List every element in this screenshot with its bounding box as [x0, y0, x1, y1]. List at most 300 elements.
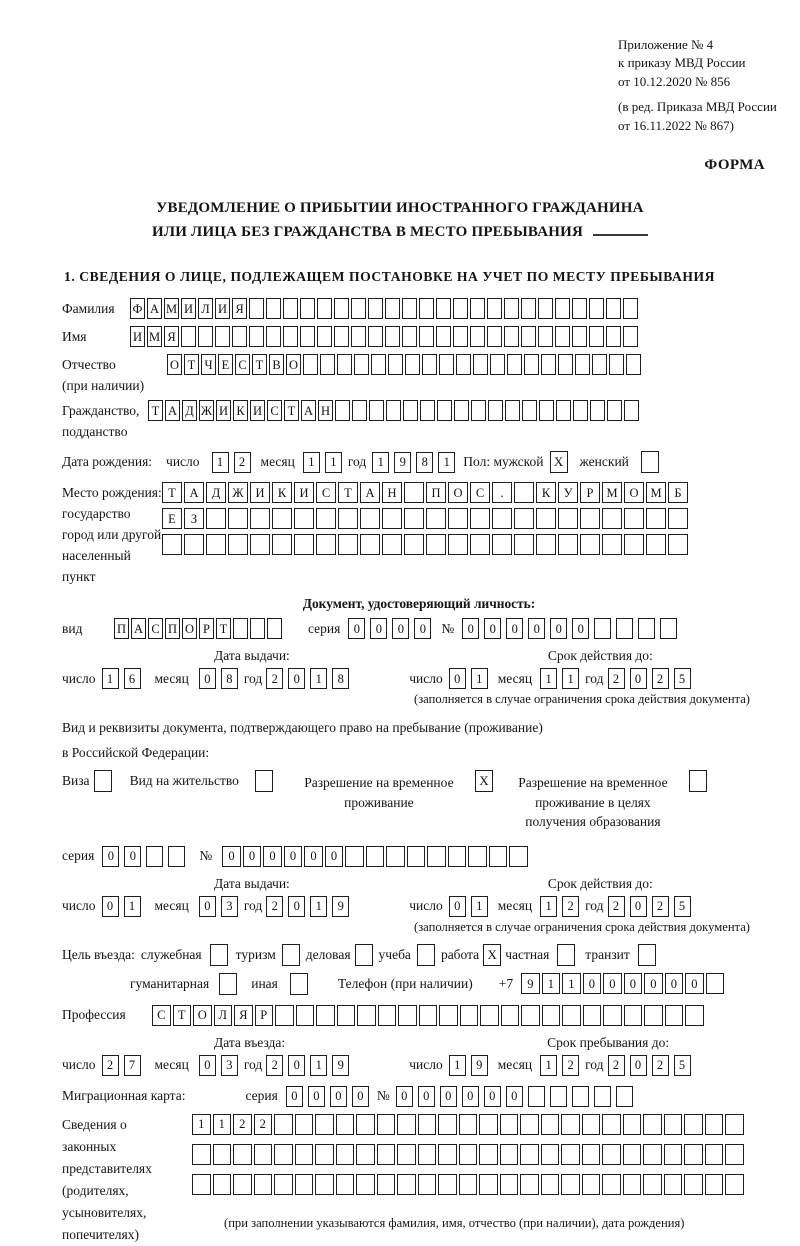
- char-box[interactable]: С: [470, 482, 490, 503]
- char-box[interactable]: [616, 1086, 633, 1107]
- char-box[interactable]: [368, 326, 383, 347]
- char-box[interactable]: [594, 1086, 611, 1107]
- char-box[interactable]: [337, 1005, 356, 1026]
- char-box[interactable]: [338, 534, 358, 555]
- char-box[interactable]: [541, 1174, 560, 1195]
- char-box[interactable]: А: [147, 298, 162, 319]
- char-box[interactable]: [626, 354, 641, 375]
- char-box[interactable]: [561, 1144, 580, 1165]
- char-box[interactable]: [228, 508, 248, 529]
- char-box[interactable]: [254, 1174, 273, 1195]
- char-box[interactable]: П: [114, 618, 129, 639]
- char-box[interactable]: [580, 534, 600, 555]
- char-box[interactable]: 0: [418, 1086, 435, 1107]
- char-box[interactable]: [582, 1114, 601, 1135]
- char-box[interactable]: [369, 400, 384, 421]
- char-box[interactable]: [254, 1144, 273, 1165]
- char-box[interactable]: [206, 534, 226, 555]
- char-box[interactable]: [646, 534, 666, 555]
- char-box[interactable]: [500, 1174, 519, 1195]
- char-box[interactable]: [550, 1086, 567, 1107]
- char-box[interactable]: [556, 400, 571, 421]
- char-box[interactable]: 1: [212, 452, 229, 473]
- char-box[interactable]: 9: [471, 1055, 488, 1076]
- char-box[interactable]: [536, 508, 556, 529]
- char-box[interactable]: [644, 1005, 663, 1026]
- char-box[interactable]: С: [316, 482, 336, 503]
- char-box[interactable]: 0: [528, 618, 545, 639]
- char-box[interactable]: И: [215, 298, 230, 319]
- char-box[interactable]: [382, 534, 402, 555]
- char-box[interactable]: 2: [234, 452, 251, 473]
- char-box[interactable]: [459, 1114, 478, 1135]
- char-box[interactable]: И: [216, 400, 231, 421]
- char-box[interactable]: [352, 400, 367, 421]
- char-box[interactable]: [492, 508, 512, 529]
- char-box[interactable]: Т: [184, 354, 199, 375]
- residence-permit-checkbox[interactable]: [255, 770, 273, 792]
- char-box[interactable]: [419, 1005, 438, 1026]
- char-box[interactable]: 0: [348, 618, 365, 639]
- char-box[interactable]: [504, 298, 519, 319]
- char-box[interactable]: О: [193, 1005, 212, 1026]
- char-box[interactable]: 9: [394, 452, 411, 473]
- char-box[interactable]: [470, 508, 490, 529]
- char-box[interactable]: В: [269, 354, 284, 375]
- char-box[interactable]: У: [558, 482, 578, 503]
- char-box[interactable]: [592, 354, 607, 375]
- char-box[interactable]: [602, 1114, 621, 1135]
- char-box[interactable]: [660, 618, 677, 639]
- char-box[interactable]: [705, 1174, 724, 1195]
- char-box[interactable]: Д: [206, 482, 226, 503]
- char-box[interactable]: [385, 298, 400, 319]
- char-box[interactable]: О: [448, 482, 468, 503]
- char-box[interactable]: [356, 1174, 375, 1195]
- char-box[interactable]: [607, 400, 622, 421]
- char-box[interactable]: Ч: [201, 354, 216, 375]
- char-box[interactable]: С: [152, 1005, 171, 1026]
- purpose-official-checkbox[interactable]: [210, 944, 228, 966]
- char-box[interactable]: 1: [540, 1055, 557, 1076]
- char-box[interactable]: Я: [234, 1005, 253, 1026]
- char-box[interactable]: [589, 298, 604, 319]
- char-box[interactable]: [334, 326, 349, 347]
- char-box[interactable]: М: [147, 326, 162, 347]
- char-box[interactable]: О: [624, 482, 644, 503]
- char-box[interactable]: [426, 508, 446, 529]
- char-box[interactable]: [520, 1144, 539, 1165]
- char-box[interactable]: 0: [449, 668, 466, 689]
- char-box[interactable]: [336, 1144, 355, 1165]
- char-box[interactable]: 8: [221, 668, 238, 689]
- char-box[interactable]: [317, 326, 332, 347]
- char-box[interactable]: Т: [148, 400, 163, 421]
- char-box[interactable]: 0: [199, 1055, 216, 1076]
- char-box[interactable]: [522, 400, 537, 421]
- char-box[interactable]: 0: [484, 618, 501, 639]
- char-box[interactable]: 2: [562, 896, 579, 917]
- char-box[interactable]: [665, 1005, 684, 1026]
- char-box[interactable]: [456, 354, 471, 375]
- char-box[interactable]: [315, 1114, 334, 1135]
- char-box[interactable]: Я: [232, 298, 247, 319]
- char-box[interactable]: Л: [198, 298, 213, 319]
- purpose-tourism-checkbox[interactable]: [282, 944, 300, 966]
- char-box[interactable]: [501, 1005, 520, 1026]
- char-box[interactable]: [541, 354, 556, 375]
- char-box[interactable]: [266, 298, 281, 319]
- char-box[interactable]: 1: [542, 973, 561, 994]
- char-box[interactable]: [664, 1174, 683, 1195]
- char-box[interactable]: 1: [449, 1055, 466, 1076]
- char-box[interactable]: [572, 1086, 589, 1107]
- char-box[interactable]: [249, 326, 264, 347]
- char-box[interactable]: 0: [484, 1086, 501, 1107]
- char-box[interactable]: [623, 298, 638, 319]
- char-box[interactable]: [520, 1114, 539, 1135]
- char-box[interactable]: [664, 1114, 683, 1135]
- char-box[interactable]: Ж: [228, 482, 248, 503]
- char-box[interactable]: Л: [214, 1005, 233, 1026]
- purpose-study-checkbox[interactable]: [417, 944, 435, 966]
- char-box[interactable]: [500, 1114, 519, 1135]
- char-box[interactable]: [382, 508, 402, 529]
- char-box[interactable]: 2: [608, 668, 625, 689]
- female-checkbox[interactable]: [641, 451, 659, 473]
- char-box[interactable]: [684, 1144, 703, 1165]
- char-box[interactable]: [573, 400, 588, 421]
- char-box[interactable]: [336, 1174, 355, 1195]
- char-box[interactable]: [616, 618, 633, 639]
- char-box[interactable]: 1: [310, 668, 327, 689]
- char-box[interactable]: [602, 534, 622, 555]
- char-box[interactable]: 2: [652, 668, 669, 689]
- char-box[interactable]: 2: [266, 896, 283, 917]
- char-box[interactable]: [439, 1005, 458, 1026]
- char-box[interactable]: [354, 354, 369, 375]
- char-box[interactable]: [583, 1005, 602, 1026]
- char-box[interactable]: О: [286, 354, 301, 375]
- char-box[interactable]: 0: [414, 618, 431, 639]
- char-box[interactable]: 2: [233, 1114, 252, 1135]
- char-box[interactable]: [368, 298, 383, 319]
- char-box[interactable]: [295, 1144, 314, 1165]
- char-box[interactable]: П: [165, 618, 180, 639]
- char-box[interactable]: [507, 354, 522, 375]
- char-box[interactable]: Е: [218, 354, 233, 375]
- char-box[interactable]: [590, 400, 605, 421]
- char-box[interactable]: 0: [392, 618, 409, 639]
- char-box[interactable]: [487, 326, 502, 347]
- char-box[interactable]: Т: [162, 482, 182, 503]
- char-box[interactable]: [514, 508, 534, 529]
- char-box[interactable]: 0: [124, 846, 141, 867]
- char-box[interactable]: [404, 482, 424, 503]
- char-box[interactable]: 2: [652, 1055, 669, 1076]
- visa-checkbox[interactable]: [94, 770, 112, 792]
- char-box[interactable]: [335, 400, 350, 421]
- char-box[interactable]: [643, 1114, 662, 1135]
- char-box[interactable]: [360, 534, 380, 555]
- char-box[interactable]: [453, 326, 468, 347]
- char-box[interactable]: [272, 508, 292, 529]
- char-box[interactable]: [606, 326, 621, 347]
- char-box[interactable]: 5: [674, 1055, 691, 1076]
- char-box[interactable]: [561, 1174, 580, 1195]
- char-box[interactable]: А: [360, 482, 380, 503]
- char-box[interactable]: [232, 326, 247, 347]
- char-box[interactable]: 0: [685, 973, 704, 994]
- char-box[interactable]: [360, 508, 380, 529]
- char-box[interactable]: И: [250, 400, 265, 421]
- char-box[interactable]: 0: [462, 1086, 479, 1107]
- char-box[interactable]: [725, 1174, 744, 1195]
- char-box[interactable]: [233, 618, 248, 639]
- char-box[interactable]: [582, 1174, 601, 1195]
- char-box[interactable]: М: [164, 298, 179, 319]
- char-box[interactable]: [514, 534, 534, 555]
- char-box[interactable]: [275, 1005, 294, 1026]
- char-box[interactable]: [448, 846, 467, 867]
- char-box[interactable]: [315, 1174, 334, 1195]
- char-box[interactable]: [267, 618, 282, 639]
- char-box[interactable]: [602, 1174, 621, 1195]
- char-box[interactable]: [427, 846, 446, 867]
- char-box[interactable]: [426, 534, 446, 555]
- char-box[interactable]: [356, 1144, 375, 1165]
- char-box[interactable]: [643, 1144, 662, 1165]
- char-box[interactable]: 0: [550, 618, 567, 639]
- char-box[interactable]: [594, 618, 611, 639]
- char-box[interactable]: К: [536, 482, 556, 503]
- purpose-private-checkbox[interactable]: [557, 944, 575, 966]
- char-box[interactable]: [300, 326, 315, 347]
- char-box[interactable]: А: [184, 482, 204, 503]
- char-box[interactable]: [181, 326, 196, 347]
- char-box[interactable]: [233, 1174, 252, 1195]
- char-box[interactable]: [623, 1114, 642, 1135]
- char-box[interactable]: 1: [540, 896, 557, 917]
- char-box[interactable]: 0: [243, 846, 262, 867]
- char-box[interactable]: [274, 1174, 293, 1195]
- char-box[interactable]: [603, 1005, 622, 1026]
- char-box[interactable]: [295, 1174, 314, 1195]
- char-box[interactable]: Т: [216, 618, 231, 639]
- char-box[interactable]: [266, 326, 281, 347]
- char-box[interactable]: 0: [102, 846, 119, 867]
- char-box[interactable]: 1: [562, 668, 579, 689]
- char-box[interactable]: 0: [330, 1086, 347, 1107]
- char-box[interactable]: [638, 618, 655, 639]
- char-box[interactable]: 1: [303, 452, 320, 473]
- char-box[interactable]: Ф: [130, 298, 145, 319]
- char-box[interactable]: 2: [266, 1055, 283, 1076]
- char-box[interactable]: [356, 1114, 375, 1135]
- char-box[interactable]: [403, 400, 418, 421]
- char-box[interactable]: [316, 508, 336, 529]
- char-box[interactable]: [542, 1005, 561, 1026]
- char-box[interactable]: [351, 298, 366, 319]
- purpose-business-checkbox[interactable]: [355, 944, 373, 966]
- char-box[interactable]: [580, 508, 600, 529]
- char-box[interactable]: [509, 846, 528, 867]
- char-box[interactable]: [296, 1005, 315, 1026]
- char-box[interactable]: Т: [338, 482, 358, 503]
- char-box[interactable]: [404, 534, 424, 555]
- char-box[interactable]: [521, 326, 536, 347]
- char-box[interactable]: 0: [284, 846, 303, 867]
- char-box[interactable]: [504, 326, 519, 347]
- char-box[interactable]: [470, 298, 485, 319]
- char-box[interactable]: [536, 534, 556, 555]
- char-box[interactable]: 1: [310, 1055, 327, 1076]
- char-box[interactable]: 0: [630, 668, 647, 689]
- char-box[interactable]: Ж: [199, 400, 214, 421]
- char-box[interactable]: [705, 1114, 724, 1135]
- char-box[interactable]: А: [165, 400, 180, 421]
- char-box[interactable]: М: [602, 482, 622, 503]
- char-box[interactable]: 0: [288, 668, 305, 689]
- char-box[interactable]: [438, 1114, 457, 1135]
- char-box[interactable]: 0: [630, 1055, 647, 1076]
- char-box[interactable]: [505, 400, 520, 421]
- char-box[interactable]: [643, 1174, 662, 1195]
- char-box[interactable]: 0: [288, 896, 305, 917]
- char-box[interactable]: П: [426, 482, 446, 503]
- char-box[interactable]: [623, 1174, 642, 1195]
- char-box[interactable]: [558, 534, 578, 555]
- char-box[interactable]: 0: [199, 896, 216, 917]
- char-box[interactable]: [558, 354, 573, 375]
- char-box[interactable]: 7: [124, 1055, 141, 1076]
- char-box[interactable]: [397, 1174, 416, 1195]
- char-box[interactable]: [664, 1144, 683, 1165]
- char-box[interactable]: Т: [252, 354, 267, 375]
- char-box[interactable]: [623, 326, 638, 347]
- char-box[interactable]: [555, 298, 570, 319]
- char-box[interactable]: Р: [580, 482, 600, 503]
- char-box[interactable]: Р: [199, 618, 214, 639]
- char-box[interactable]: 1: [310, 896, 327, 917]
- char-box[interactable]: А: [131, 618, 146, 639]
- char-box[interactable]: 2: [562, 1055, 579, 1076]
- char-box[interactable]: [589, 326, 604, 347]
- char-box[interactable]: .: [492, 482, 512, 503]
- char-box[interactable]: 0: [396, 1086, 413, 1107]
- char-box[interactable]: К: [233, 400, 248, 421]
- char-box[interactable]: [192, 1144, 211, 1165]
- char-box[interactable]: 0: [352, 1086, 369, 1107]
- char-box[interactable]: [386, 846, 405, 867]
- char-box[interactable]: [316, 534, 336, 555]
- char-box[interactable]: [404, 508, 424, 529]
- char-box[interactable]: 1: [438, 452, 455, 473]
- char-box[interactable]: [213, 1174, 232, 1195]
- char-box[interactable]: С: [235, 354, 250, 375]
- char-box[interactable]: Я: [164, 326, 179, 347]
- char-box[interactable]: [407, 846, 426, 867]
- char-box[interactable]: [385, 326, 400, 347]
- char-box[interactable]: 0: [370, 618, 387, 639]
- char-box[interactable]: [602, 1144, 621, 1165]
- char-box[interactable]: [436, 298, 451, 319]
- char-box[interactable]: [575, 354, 590, 375]
- char-box[interactable]: [397, 1114, 416, 1135]
- char-box[interactable]: 2: [608, 1055, 625, 1076]
- char-box[interactable]: [582, 1144, 601, 1165]
- char-box[interactable]: [233, 1144, 252, 1165]
- char-box[interactable]: [500, 1144, 519, 1165]
- char-box[interactable]: [303, 354, 318, 375]
- char-box[interactable]: 9: [332, 896, 349, 917]
- char-box[interactable]: И: [181, 298, 196, 319]
- char-box[interactable]: [606, 298, 621, 319]
- char-box[interactable]: [249, 298, 264, 319]
- char-box[interactable]: 0: [325, 846, 344, 867]
- char-box[interactable]: [624, 534, 644, 555]
- char-box[interactable]: [558, 508, 578, 529]
- char-box[interactable]: [524, 354, 539, 375]
- char-box[interactable]: [366, 846, 385, 867]
- char-box[interactable]: [215, 326, 230, 347]
- char-box[interactable]: [184, 534, 204, 555]
- char-box[interactable]: [572, 326, 587, 347]
- char-box[interactable]: И: [250, 482, 270, 503]
- char-box[interactable]: [470, 326, 485, 347]
- char-box[interactable]: 2: [608, 896, 625, 917]
- char-box[interactable]: [468, 846, 487, 867]
- char-box[interactable]: [294, 534, 314, 555]
- char-box[interactable]: [705, 1144, 724, 1165]
- char-box[interactable]: [274, 1144, 293, 1165]
- char-box[interactable]: [459, 1174, 478, 1195]
- char-box[interactable]: [725, 1144, 744, 1165]
- purpose-humanitarian-checkbox[interactable]: [219, 973, 237, 995]
- char-box[interactable]: 1: [325, 452, 342, 473]
- char-box[interactable]: И: [294, 482, 314, 503]
- char-box[interactable]: [436, 326, 451, 347]
- char-box[interactable]: 0: [222, 846, 241, 867]
- char-box[interactable]: [162, 534, 182, 555]
- char-box[interactable]: [418, 1114, 437, 1135]
- char-box[interactable]: [487, 298, 502, 319]
- char-box[interactable]: 0: [603, 973, 622, 994]
- char-box[interactable]: [490, 354, 505, 375]
- char-box[interactable]: [725, 1114, 744, 1135]
- char-box[interactable]: [351, 326, 366, 347]
- char-box[interactable]: 0: [462, 618, 479, 639]
- char-box[interactable]: [192, 1174, 211, 1195]
- char-box[interactable]: [345, 846, 364, 867]
- char-box[interactable]: [336, 1114, 355, 1135]
- char-box[interactable]: [213, 1144, 232, 1165]
- char-box[interactable]: [438, 1144, 457, 1165]
- char-box[interactable]: [521, 1005, 540, 1026]
- char-box[interactable]: [668, 534, 688, 555]
- temp-residence-edu-checkbox[interactable]: [689, 770, 707, 792]
- char-box[interactable]: [405, 354, 420, 375]
- char-box[interactable]: [420, 400, 435, 421]
- char-box[interactable]: [146, 846, 163, 867]
- char-box[interactable]: [541, 1114, 560, 1135]
- char-box[interactable]: Е: [162, 508, 182, 529]
- char-box[interactable]: 1: [540, 668, 557, 689]
- char-box[interactable]: Т: [284, 400, 299, 421]
- male-checkbox[interactable]: X: [550, 451, 568, 473]
- char-box[interactable]: 3: [221, 1055, 238, 1076]
- char-box[interactable]: [334, 298, 349, 319]
